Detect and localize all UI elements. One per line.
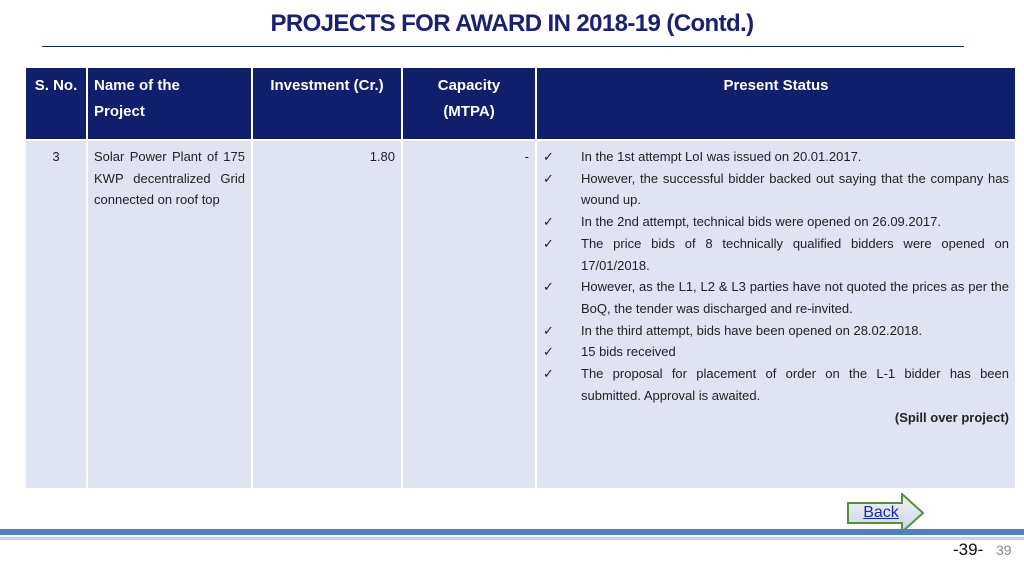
status-item xyxy=(543,146,1009,168)
header-sno: S. No. xyxy=(25,67,87,140)
status-item-text: In the 2nd attempt, technical bids were opened on 26.09.2017. xyxy=(581,214,941,230)
spill-over-note: (Spill over project) xyxy=(894,410,1009,426)
table-row xyxy=(25,140,1016,489)
title-divider xyxy=(42,46,964,47)
check-icon: ✓ xyxy=(543,279,554,295)
header-project-name-line1: Name of the xyxy=(94,77,180,94)
status-item xyxy=(543,341,1009,363)
cell-present-status xyxy=(536,140,1016,489)
check-icon: ✓ xyxy=(543,322,554,338)
status-item-text: 15 bids received xyxy=(581,344,676,360)
cell-capacity: - xyxy=(402,140,536,489)
check-icon: ✓ xyxy=(543,344,554,360)
status-item-text: The price bids of 8 technically qualified bidders were opened on 17/01/2018. xyxy=(581,235,1009,273)
status-item-text: In the 1st attempt LoI was issued on 20.01.2017. xyxy=(581,149,862,164)
status-item xyxy=(543,320,1009,342)
footer-bar xyxy=(0,529,1024,535)
status-item-text: However, as the L1, L2 & L3 parties have not quoted the prices as per the BoQ, the tender was discharged and re-invited. xyxy=(581,279,1009,316)
cell-sno: 3 xyxy=(25,140,87,489)
header-capacity-line2: (MTPA) xyxy=(443,103,495,120)
cell-investment: 1.80 xyxy=(252,140,402,489)
page-number: 39 xyxy=(996,542,1012,558)
check-icon: ✓ xyxy=(543,366,554,382)
header-present-status: Present Status xyxy=(536,67,1016,140)
header-capacity-line1: Capacity xyxy=(437,77,501,94)
slide-title: PROJECTS FOR AWARD IN 2018-19 (Contd.) xyxy=(270,10,754,37)
status-item-text: However, the successful bidder backed out saying that the company has wound up. xyxy=(581,170,1009,208)
header-investment: Investment (Cr.) xyxy=(252,67,402,140)
header-project-name xyxy=(87,67,252,140)
cell-project-name: Solar Power Plant of 175 KWP decentralized Grid connected on roof top xyxy=(87,140,252,489)
header-project-name-line2: Project xyxy=(94,103,145,120)
status-list xyxy=(543,146,1009,406)
status-item xyxy=(543,211,1009,233)
projects-table xyxy=(24,66,1017,490)
check-icon: ✓ xyxy=(543,170,554,186)
check-icon: ✓ xyxy=(543,235,554,251)
page-label: -39- xyxy=(953,540,984,559)
status-item-text: In the third attempt, bids have been opened on 28.02.2018. xyxy=(581,322,923,338)
header-capacity xyxy=(402,67,536,140)
status-item xyxy=(543,363,1009,406)
status-item xyxy=(543,276,1009,319)
status-item xyxy=(543,168,1009,211)
check-icon: ✓ xyxy=(543,149,554,164)
table-header-row xyxy=(25,67,1016,140)
status-item-text: The proposal for placement of order on the L-1 bidder has been submitted. Approval is awaited. xyxy=(581,366,1009,403)
status-item xyxy=(543,233,1009,276)
back-button[interactable] xyxy=(846,493,926,533)
check-icon: ✓ xyxy=(543,214,554,230)
back-label[interactable]: Back xyxy=(863,504,899,521)
footer-bar-accent xyxy=(0,537,1024,540)
